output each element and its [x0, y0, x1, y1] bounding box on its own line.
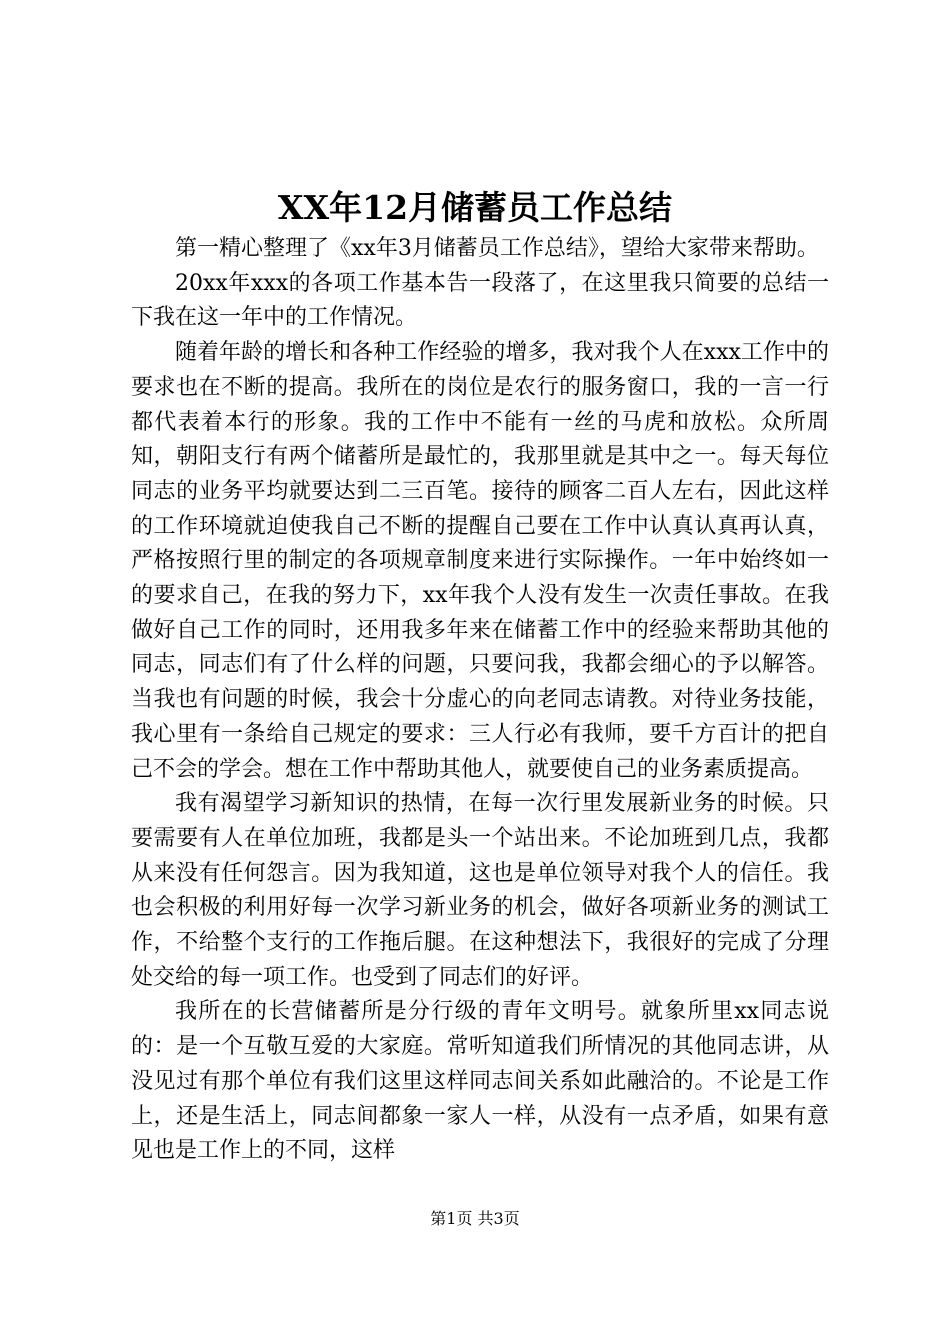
document-title: XX年12月储蓄员工作总结	[277, 188, 673, 227]
paragraph-work-requirements: 随着年龄的增长和各种工作经验的增多，我对我个人在xxx工作中的要求也在不断的提高。我所在的岗位是农行的服务窗口，我的一言一行都代表着本行的形象。我的工作中不能有一丝的马虎和放松。众所周知，朝阳支行有两个储蓄所是最忙的，我那里就是其中之一。每天每位同志的业务平均就要达到二三百笔。接待的顾客二百人左右，因此这样的工作环境就迫使我自己不断的提醒自己要在工作中认真认真再认真，严格按照行里的制定的各项规章制度来进行实际操作。一年中始终如一的要求自己，在我的努力下，xx年我个人没有发生一次责任事故。在我做好自己工作的同时，还用我多年来在储蓄工作中的经验来帮助其他的同志，同志们有了什么样的问题，只要问我，我都会细心的予以解答。当我也有问题的时候，我会十分虚心的向老同志请教。对待业务技能，我心里有一条给自己规定的要求：三人行必有我师，要千方百计的把自己不会的学会。想在工作中帮助其他人，就要使自己的业务素质提高。	[131, 340, 829, 782]
paragraph-intro: 第一精心整理了《xx年3月储蓄员工作总结》，望给大家带来帮助。	[175, 236, 819, 261]
document-body	[131, 232, 829, 1169]
paragraph-team: 我所在的长营储蓄所是分行级的青年文明号。就象所里xx同志说的：是一个互敬互爱的大家庭。常听知道我们所情况的其他同志讲，从没见过有那个单位有我们这里这样同志间关系如此融洽的。不论是工作上，还是生活上，同志间都象一家人一样，从没有一点矛盾，如果有意见也是工作上的不同，这样	[131, 999, 829, 1164]
paragraph-learning: 我有渴望学习新知识的热情，在每一次行里发展新业务的时候。只要需要有人在单位加班，我都是头一个站出来。不论加班到几点，我都从来没有任何怨言。因为我知道，这也是单位领导对我个人的信任。我也会积极的利用好每一次学习新业务的机会，做好各项新业务的测试工作，不给整个支行的工作拖后腿。在这种想法下，我很好的完成了分理处交给的每一项工作。也受到了同志们的好评。	[131, 791, 829, 990]
page-number-footer: 第1页 共3页	[430, 1209, 520, 1228]
paragraph-summary: 20xx年xxx的各项工作基本告一段落了，在这里我只简要的总结一下我在这一年中的工作情况。	[131, 270, 829, 331]
